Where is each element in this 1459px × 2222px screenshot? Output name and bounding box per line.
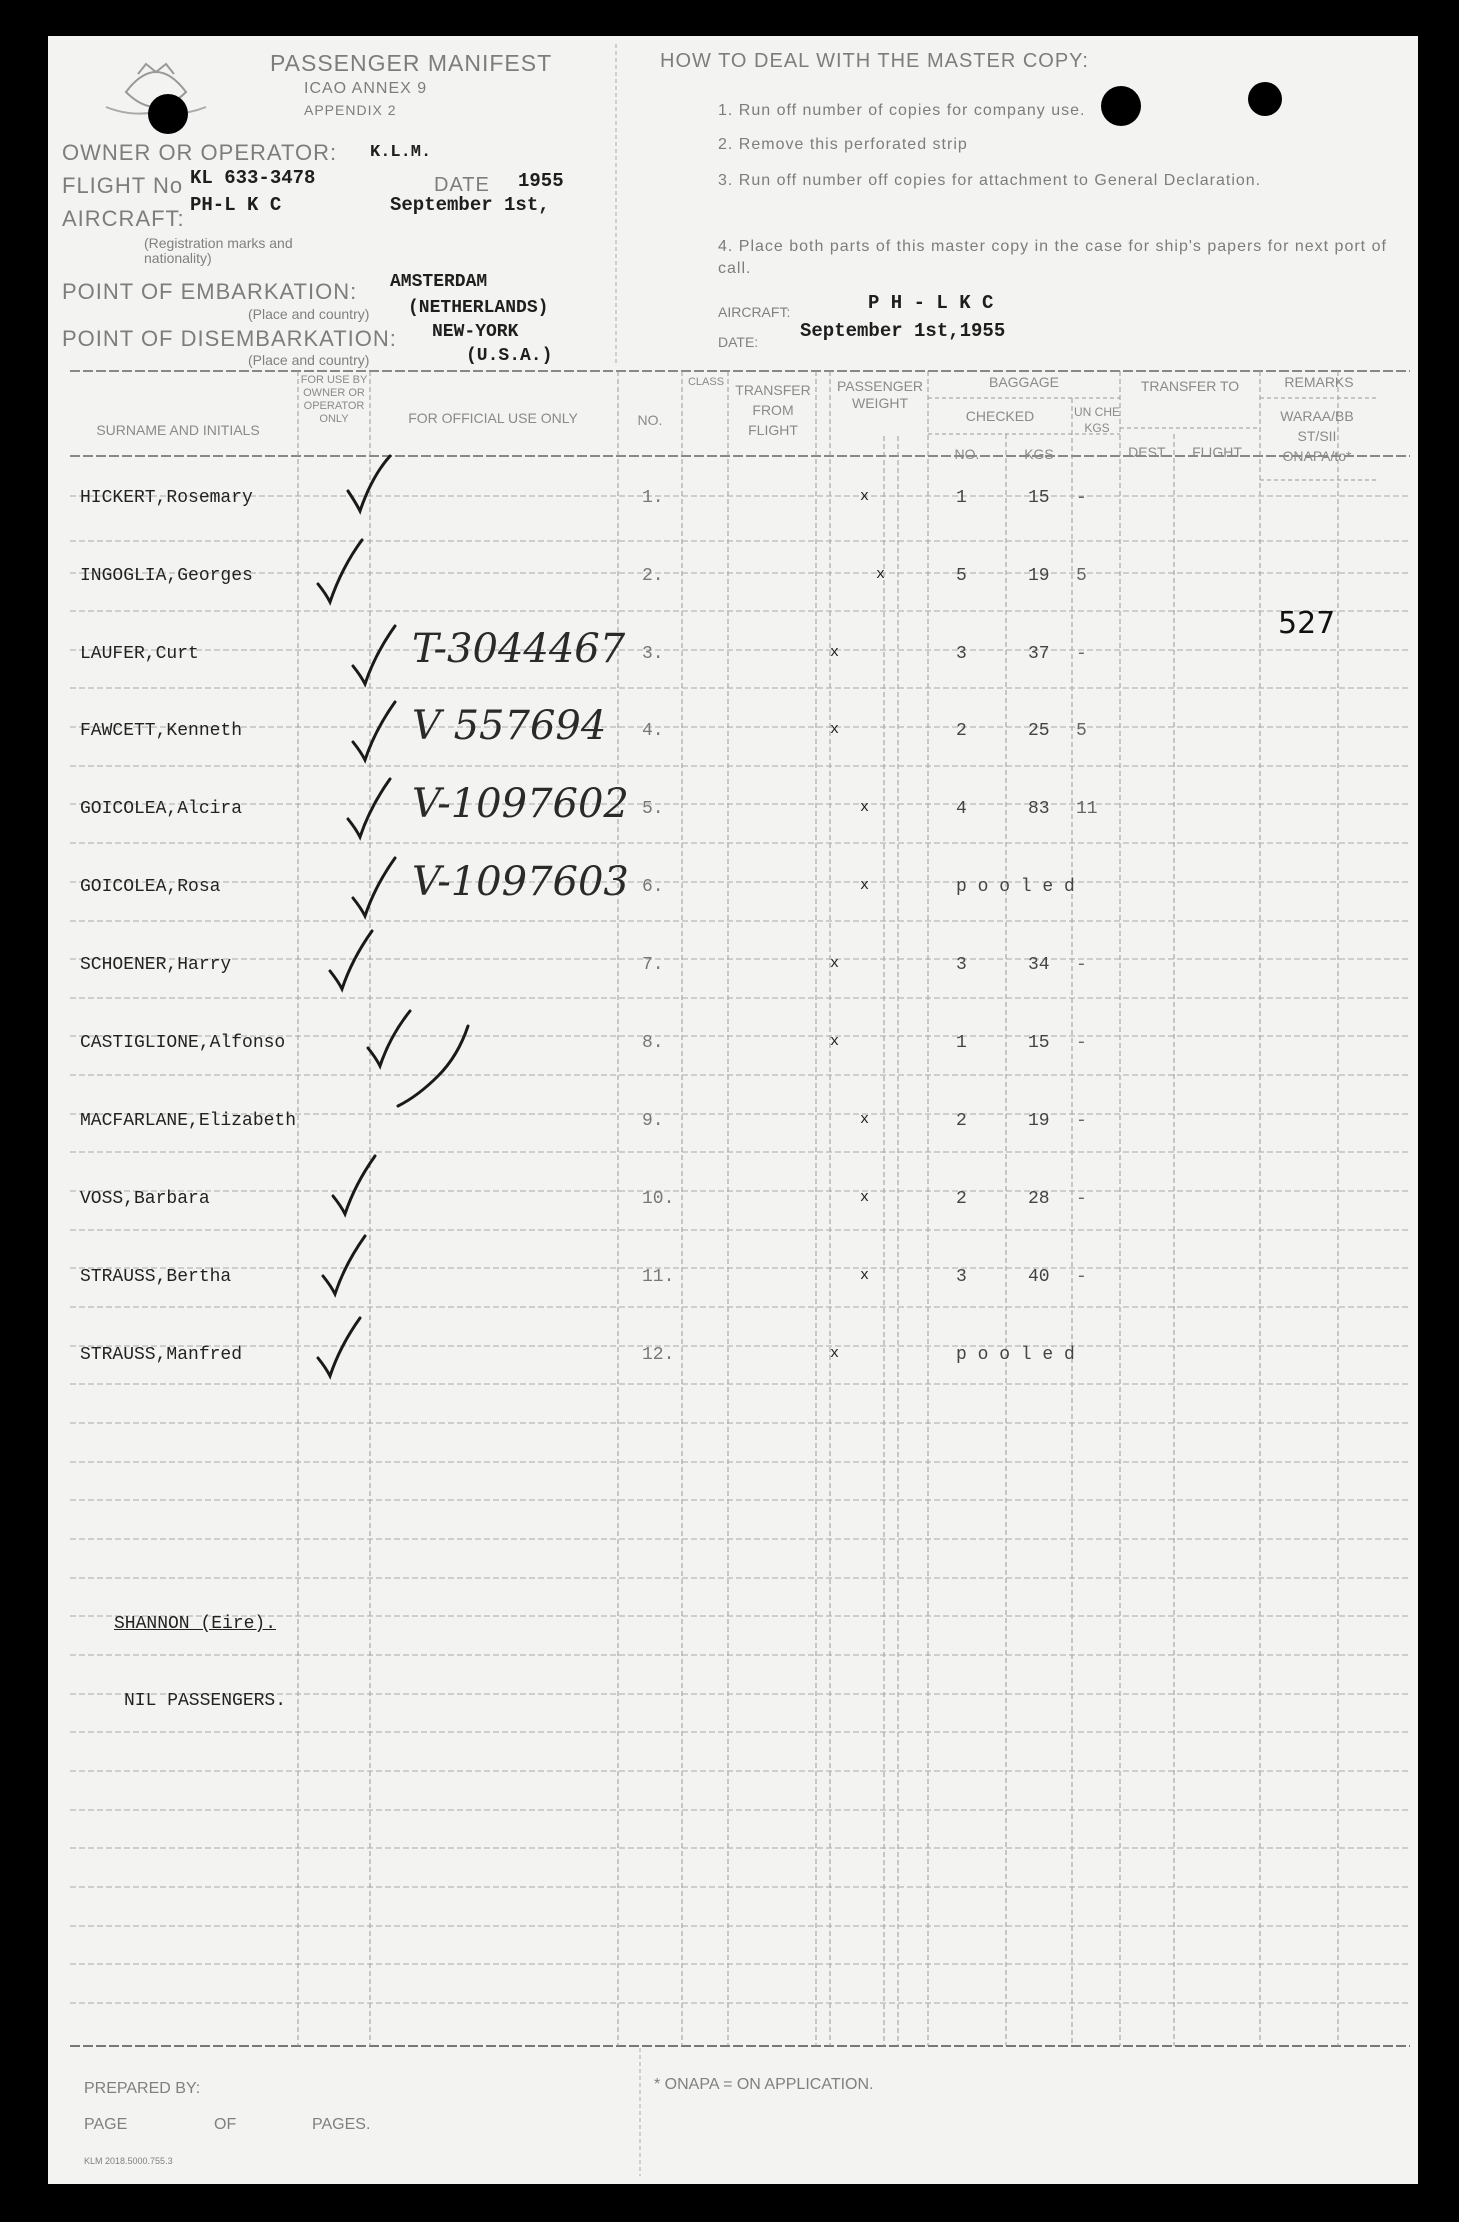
passenger-name: VOSS,Barbara xyxy=(80,1189,210,1209)
remark-number: 527 xyxy=(1278,606,1336,641)
weight-mark: x xyxy=(860,877,870,894)
col-baggage: BAGGAGE xyxy=(988,374,1060,390)
col-surname: SURNAME AND INITIALS xyxy=(96,422,260,438)
passenger-name: HICKERT,Rosemary xyxy=(80,488,253,508)
passenger-name: STRAUSS,Bertha xyxy=(80,1267,232,1287)
row-number: 3. xyxy=(642,644,664,664)
owner-value: K.L.M. xyxy=(370,143,432,162)
col-class: CLASS xyxy=(687,376,725,388)
bag-count: 3 xyxy=(956,1267,967,1287)
weight-mark: x xyxy=(860,1267,870,1284)
passenger-name: FAWCETT,Kenneth xyxy=(80,721,243,741)
weight-mark: x xyxy=(830,644,840,661)
bag-kgs: 40 xyxy=(1028,1267,1050,1287)
instruction-item: 2. Remove this perforated strip xyxy=(718,136,968,153)
bag-kgs: 15 xyxy=(1028,1033,1050,1053)
bag-count: 5 xyxy=(956,566,967,586)
bag-count: 3 xyxy=(956,955,967,975)
weight-mark: x xyxy=(876,566,886,583)
unchecked-kgs: - xyxy=(1076,1189,1087,1209)
page-label: PAGE xyxy=(84,2116,128,2133)
unchecked-kgs: 5 xyxy=(1076,566,1087,586)
col-checked: CHECKED xyxy=(965,408,1035,424)
col-no: NO. xyxy=(637,412,663,428)
row-number: 12. xyxy=(642,1345,675,1365)
punch-hole xyxy=(1101,86,1141,126)
form-code: KLM 2018.5000.755.3 xyxy=(84,2156,173,2166)
bag-count: p o o l e d xyxy=(956,1345,1075,1365)
col-transfer-from: TRANSFER FROM FLIGHT xyxy=(735,382,811,438)
row-number: 11. xyxy=(642,1267,675,1287)
weight-mark: x xyxy=(830,955,840,972)
unchecked-kgs: 5 xyxy=(1076,721,1087,741)
official-use-entry: V 557694 xyxy=(412,703,607,749)
punch-hole xyxy=(1248,82,1282,116)
official-use-entry: V-1097602 xyxy=(412,781,629,827)
embarkation-country: (NETHERLANDS) xyxy=(408,298,549,318)
bag-kgs: 34 xyxy=(1028,955,1050,975)
weight-mark: x xyxy=(860,799,870,816)
row-number: 1. xyxy=(642,488,664,508)
place-country-note: (Place and country) xyxy=(248,306,370,322)
col-flight: FLIGHT xyxy=(1192,444,1242,460)
bag-count: 2 xyxy=(956,721,967,741)
flight-value: KL 633-3478 xyxy=(190,167,316,189)
col-remarks: REMARKS xyxy=(1284,374,1354,390)
prepared-by-label: PREPARED BY: xyxy=(84,2080,201,2097)
unchecked-kgs: - xyxy=(1076,488,1087,508)
aircraft-label: AIRCRAFT: xyxy=(62,206,185,231)
official-use-entry: V-1097603 xyxy=(412,859,629,905)
date-year: 1955 xyxy=(518,170,564,192)
col-checked-kgs: KGS xyxy=(1024,446,1054,462)
punch-hole xyxy=(148,94,188,134)
instruction-item: 3. Run off number off copies for attachment to General Declaration. xyxy=(718,172,1262,189)
bag-count: 2 xyxy=(956,1189,967,1209)
embarkation-label: POINT OF EMBARKATION: xyxy=(62,279,358,304)
bag-kgs: 19 xyxy=(1028,1111,1050,1131)
weight-mark: x xyxy=(860,1189,870,1206)
weight-mark: x xyxy=(860,1111,870,1128)
instruction-item: 1. Run off number of copies for company use. xyxy=(718,102,1086,119)
onapa-note: * ONAPA = ON APPLICATION. xyxy=(654,2076,874,2093)
col-remarks-sub: WARAA/BB ST/SII ONAPA/to* xyxy=(1280,408,1354,464)
col-transfer-to: TRANSFER TO xyxy=(1140,378,1240,394)
row-number: 2. xyxy=(642,566,664,586)
bag-count: 1 xyxy=(956,1033,967,1053)
unchecked-kgs: - xyxy=(1076,644,1087,664)
bag-kgs: 19 xyxy=(1028,566,1050,586)
instructions-aircraft-value: P H - L K C xyxy=(868,292,994,314)
col-official-use: FOR OFFICIAL USE ONLY xyxy=(408,410,578,426)
nil-passengers-note: NIL PASSENGERS. xyxy=(124,1691,287,1711)
unchecked-kgs: 11 xyxy=(1076,799,1098,819)
instructions-date-value: September 1st,1955 xyxy=(800,320,1006,342)
instructions-date-label: DATE: xyxy=(718,334,759,350)
weight-mark: x xyxy=(830,721,840,738)
instruction-item: 4. Place both parts of this master copy in the case for ship's papers for next port of call. xyxy=(718,238,1387,277)
bag-count: 1 xyxy=(956,488,967,508)
unchecked-kgs: - xyxy=(1076,1111,1087,1131)
row-number: 5. xyxy=(642,799,664,819)
passenger-name: INGOGLIA,Georges xyxy=(80,566,253,586)
passenger-name: CASTIGLIONE,Alfonso xyxy=(80,1033,286,1053)
col-dest: DEST. xyxy=(1128,444,1168,460)
bag-count: 4 xyxy=(956,799,967,819)
stop-note: SHANNON (Eire). xyxy=(114,1614,277,1634)
date-label: DATE xyxy=(434,174,490,196)
unchecked-kgs: - xyxy=(1076,1267,1087,1287)
bag-kgs: 37 xyxy=(1028,644,1050,664)
passenger-name: LAUFER,Curt xyxy=(80,644,199,664)
manifest-sheet xyxy=(48,36,1418,2184)
unchecked-kgs: - xyxy=(1076,955,1087,975)
bag-kgs: 28 xyxy=(1028,1189,1050,1209)
bag-kgs: 15 xyxy=(1028,488,1050,508)
disembarkation-label: POINT OF DISEMBARKATION: xyxy=(62,326,397,351)
weight-mark: x xyxy=(830,1033,840,1050)
disembarkation-country: (U.S.A.) xyxy=(466,346,553,366)
instructions-aircraft-label: AIRCRAFT: xyxy=(718,304,791,320)
bag-count: 3 xyxy=(956,644,967,664)
col-checked-no: NO. xyxy=(954,446,980,462)
aircraft-value: PH-L K C xyxy=(190,194,282,216)
col-passenger-weight: PASSENGER WEIGHT xyxy=(836,378,924,411)
bag-kgs: 25 xyxy=(1028,721,1050,741)
col-owner-use: FOR USE BY OWNER OR OPERATOR ONLY xyxy=(300,374,368,425)
instructions-title: HOW TO DEAL WITH THE MASTER COPY: xyxy=(660,50,1089,72)
registration-note: (Registration marks and nationality) xyxy=(144,235,293,266)
date-day: September 1st, xyxy=(390,194,550,216)
row-number: 8. xyxy=(642,1033,664,1053)
bag-count: 2 xyxy=(956,1111,967,1131)
flight-label: FLIGHT No xyxy=(62,173,184,198)
pages-label: PAGES. xyxy=(312,2116,371,2133)
passenger-name: STRAUSS,Manfred xyxy=(80,1345,243,1365)
owner-label: OWNER OR OPERATOR: xyxy=(62,140,338,165)
place-country-note-2: (Place and country) xyxy=(248,352,370,368)
of-label: OF xyxy=(214,2116,237,2133)
row-number: 7. xyxy=(642,955,664,975)
embarkation-value: AMSTERDAM xyxy=(390,272,488,292)
annex-label: ICAO ANNEX 9 xyxy=(304,80,428,97)
weight-mark: x xyxy=(830,1345,840,1362)
passenger-name: SCHOENER,Harry xyxy=(80,955,232,975)
passenger-name: GOICOLEA,Rosa xyxy=(80,877,221,897)
passenger-name: GOICOLEA,Alcira xyxy=(80,799,243,819)
unchecked-kgs: - xyxy=(1076,1033,1087,1053)
weight-mark: x xyxy=(860,488,870,505)
passenger-name: MACFARLANE,Elizabeth xyxy=(80,1111,297,1131)
disembarkation-value: NEW-YORK xyxy=(432,322,519,342)
row-number: 6. xyxy=(642,877,664,897)
row-number: 10. xyxy=(642,1189,675,1209)
bag-kgs: 83 xyxy=(1028,799,1050,819)
official-use-entry: T-3044467 xyxy=(412,626,626,672)
appendix-label: APPENDIX 2 xyxy=(304,102,397,118)
row-number: 4. xyxy=(642,721,664,741)
bag-count: p o o l e d xyxy=(956,877,1075,897)
form-title: PASSENGER MANIFEST xyxy=(270,50,553,76)
check-marks xyxy=(318,456,468,1376)
col-unchecked: UN CHE KGS xyxy=(1074,405,1121,435)
row-number: 9. xyxy=(642,1111,664,1131)
